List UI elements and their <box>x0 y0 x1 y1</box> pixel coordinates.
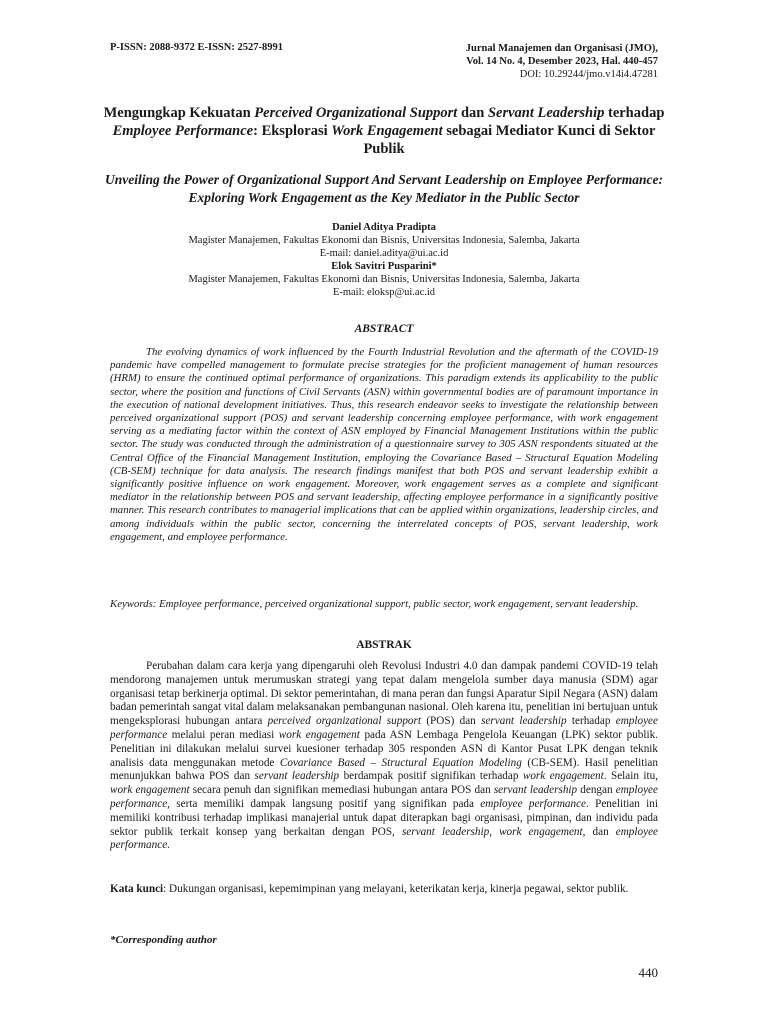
title-text: terhadap <box>604 105 665 121</box>
abstrak-term: servant leadership <box>493 784 578 797</box>
author-block <box>110 221 658 299</box>
abstrak-term: servant leadership <box>401 825 490 838</box>
title-text: Mengungkap Kekuatan <box>103 105 255 121</box>
keywords-label: Keywords <box>110 598 153 610</box>
abstrak-text: , <box>489 825 500 838</box>
abstrak-body <box>110 660 658 853</box>
title-english: Unveiling the Power of Organizational Support And Servant Leadership on Employee Performance: Exploring Work Engagement as the Key Mediator in the Public Sector <box>105 172 663 205</box>
abstrak-text: . Penelitian ini memiliki kontribusi terhadap implikasi manajerial untuk dapat diterapkan bagi organisasi, pimpinan, dan individu pada sektor publik terkait konsep yang berkaitan dengan POS, <box>110 797 658 838</box>
abstrak-text: dengan <box>577 784 616 797</box>
author-email[interactable]: E-mail: eloksp@ui.ac.id <box>332 287 436 298</box>
abstrak-text: terhadap <box>566 715 616 728</box>
abstrak-text: pada ASN Lembaga Pengelola Keuangan (LPK) sektor publik. Penelitian ini dilakukan melalui survei kuesioner terhadap 305 responden ASN di Kantor Pusat LPK dengan teknik analisis data menggunakan metode <box>110 728 658 769</box>
kata-kunci-label: Kata kunci <box>110 883 164 895</box>
abstrak-heading: ABSTRAK <box>356 639 412 651</box>
abstrak-term: work engagement <box>110 784 190 797</box>
abstrak-term: perceived organizational support <box>267 715 421 728</box>
title-indonesian <box>100 104 668 158</box>
abstrak-term: Covariance Based – Structural Equation Modeling <box>279 756 522 769</box>
author-name: Daniel Aditya Pradipta <box>332 222 436 233</box>
title-term: Work Engagement <box>331 123 443 139</box>
page-number: 440 <box>638 965 658 980</box>
abstrak-text: (CB-SEM). Hasil penelitian menunjukkan bahwa POS dan <box>110 756 658 783</box>
abstrak-term: employee performance <box>110 715 658 741</box>
abstrak-text: Perubahan dalam cara kerja yang dipengaruhi oleh Revolusi Industri 4.0 dan dampak pandemi COVID-19 telah mendorong manajemen untuk merumuskan strategi yang tepat dalam mengelola sumber daya manusia (SDM) agar organisasi tetap berkinerja optimal. Di sektor pemerintahan, di mana peran dan fungsi Aparatur Sipil Negara (ASN) dalam badan pemerintah sangat vital dalam melaksanakan pembangunan nasional. Oleh karena itu, penelitian ini bertujuan untuk mengeksplorasi hubungan antara <box>110 660 659 728</box>
journal-name: Jurnal Manajemen dan Organisasi (JMO), <box>465 43 658 54</box>
author-email[interactable]: E-mail: daniel.aditya@ui.ac.id <box>319 248 449 259</box>
title-text: sebagai Mediator Kunci di Sektor Publik <box>363 123 656 157</box>
abstrak-term: employee performance <box>480 797 587 810</box>
abstrak-text: . Selain itu, <box>603 770 658 783</box>
abstrak-term: employee performance <box>110 825 659 852</box>
keywords-english <box>110 598 658 611</box>
kata-kunci-list: : Dukungan organisasi, kepemimpinan yang melayani, keterikatan kerja, kinerja pegawai, sektor publik. <box>163 883 629 895</box>
author-affiliation: Magister Manajemen, Fakultas Ekonomi dan Bisnis, Universitas Indonesia, Salemba, Jakarta <box>188 235 580 246</box>
abstrak-text: . <box>167 839 170 852</box>
journal-header <box>466 42 658 81</box>
title-term: Employee Performance <box>112 123 254 139</box>
title-text: : Eksplorasi <box>253 123 332 139</box>
title-term: Perceived Organizational Support <box>254 105 458 121</box>
author-name: Elok Savitri Pusparini* <box>331 261 437 272</box>
abstrak-term: employee performance <box>110 784 658 810</box>
abstrak-term: servant leadership <box>481 715 567 728</box>
abstrak-term: work engagement <box>522 770 604 783</box>
abstrak-term: work engagement <box>278 728 360 741</box>
abstract-body: The evolving dynamics of work influenced by the Fourth Industrial Revolution and the aftermath of the COVID-19 pandemic have compelled management to formulate precise strategies for the proficient management of human resources (HRM) to ensure the continued optimal performance of organizations. This paradigm extends its applicability to the public sector, where the position and functions of Civil Servants (ASN) within governmental bodies are of paramount importance in the execution of national development initiatives. Thus, this research endeavor seeks to investigate the relationship between perceived organizational support (POS) and servant leadership concerning employee performance, with work engagement serving as a mediating factor within the context of ASN employed by Financial Management Institutions within the public sector. The study was conducted through the administration of a questionnaire survey to 305 ASN respondents situated at the Central Office of the Financial Management Institution, employing the Covariance Based – Structural Equation Modeling (CB-SEM) technique for data analysis. The research findings manifest that both POS and servant leadership exhibit a significantly positive influence on work engagement. Moreover, work engagement serves as a complete and significant mediator in the relationship between POS and servant leadership, affecting employee performance in a significantly positive manner. This research contributes to managerial implications that can be applied within organizations, leadership circles, and among individuals within the public sector, concerning the interrelated concepts of POS, servant leadership, work engagement, and employee performance. <box>110 346 658 543</box>
journal-doi[interactable]: DOI: 10.29244/jmo.v14i4.47281 <box>519 69 658 80</box>
corresponding-author-note: *Corresponding author <box>110 934 217 946</box>
author-affiliation: Magister Manajemen, Fakultas Ekonomi dan Bisnis, Universitas Indonesia, Salemba, Jakarta <box>188 274 580 285</box>
abstrak-text: secara penuh dan signifikan memediasi hubungan antara POS dan <box>189 784 494 797</box>
abstrak-text: , dan <box>582 825 616 838</box>
abstrak-text: , serta memiliki dampak langsung positif yang signifikan pada <box>167 797 481 810</box>
abstrak-text: berdampak positif signifikan terhadap <box>339 770 523 783</box>
issn-line: P-ISSN: 2088-9372 E-ISSN: 2527-8991 <box>110 42 283 53</box>
keywords-list: : Employee performance, perceived organizational support, public sector, work engagement, servant leadership. <box>152 598 639 610</box>
abstrak-text: melalui peran mediasi <box>167 728 279 741</box>
title-text: dan <box>457 105 488 121</box>
abstrak-term: servant leadership <box>254 770 340 783</box>
title-term: Servant Leadership <box>487 105 605 121</box>
keywords-indonesian <box>110 883 658 897</box>
abstrak-term: work engagement <box>499 825 583 838</box>
abstract-heading: ABSTRACT <box>354 323 414 335</box>
journal-volume: Vol. 14 No. 4, Desember 2023, Hal. 440-457 <box>466 56 658 67</box>
abstrak-text: (POS) dan <box>421 715 482 728</box>
